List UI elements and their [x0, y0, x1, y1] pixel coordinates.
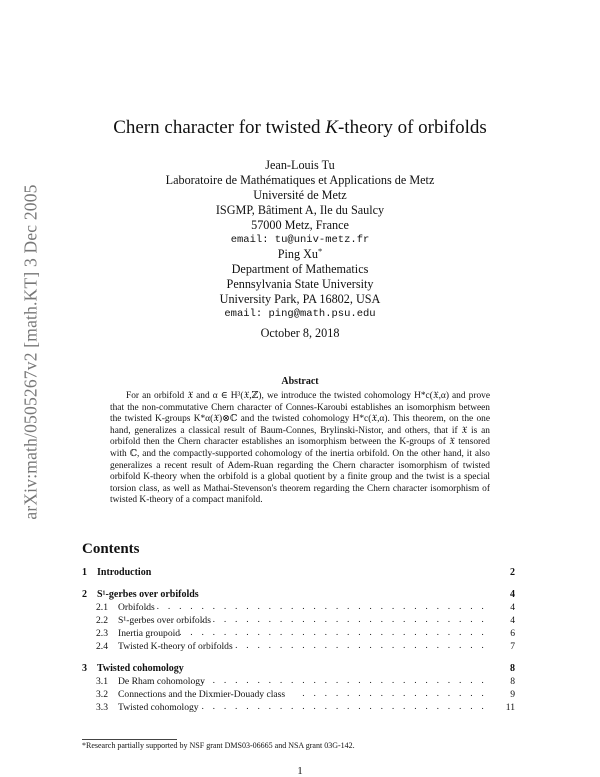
arxiv-identifier: arXiv:math/0505267v2 [math.KT] 3 Dec 2005 [20, 184, 41, 520]
page-number: 1 [297, 765, 303, 777]
abstract-text: For an orbifold 𝔛 and α ∈ H³(𝔛,ℤ), we introduce the twisted cohomology H*c(𝔛,α) and prove that the non-commutative Chern character of Connes-Karoubi establishes an isomorphism between the twisted K-groups K*α(𝔛)⊗ℂ and the twisted cohomology H*c(𝔛,α). This theorem, on the one hand, generalizes a classical result of Baum-Connes, Brylinski-Nistor, and others, that if 𝔛 is an orbifold then the Chern character establishes an isomorphism between the K-groups of 𝔛 tensored with ℂ, and the compactly-supported cohomology of the inertia orbifold. On the other hand, it also generalizes a recent result of Adem-Ruan regarding the Chern character isomorphism of twisted orbifold K-theory when the orbifold is a global quotient by a finite group and the twist is a special torsion class, as well as Mathai-Stevenson's theorem regarding the Chern character isomorphism of twisted K-theory of a compact manifold. [110, 391, 490, 506]
author2-block [0, 247, 600, 322]
author2-affil-line2: Pennsylvania State University [226, 277, 374, 291]
author1-affil-line3: ISGMP, Bâtiment A, Ile du Saulcy [215, 203, 385, 217]
toc-leader-dots: . . . . . . . . . . . . . . . . . . . . . . . [235, 640, 487, 651]
author1-affil-line4: 57000 Metz, France [251, 218, 349, 232]
footnote: *Research partially supported by NSF grant DMS03-06665 and NSA grant 03G-142. [82, 741, 355, 750]
author2-affil-line1: Department of Mathematics [231, 262, 369, 276]
author1-email[interactable]: email: tu@univ-metz.fr [230, 234, 370, 246]
author2-name: Ping Xu* [277, 246, 323, 261]
author1-affil-line2: Université de Metz [253, 188, 347, 202]
toc-leader-dots: . . . . . . . . . . . . . . . . . [302, 688, 487, 699]
toc-entry[interactable]: 2.4 Twisted K-theory of orbifolds . . . . . . . . . . . . . . . . . . . . . . . 7 [96, 640, 515, 652]
footnote-divider [82, 739, 177, 740]
author2-footnote-mark: * [318, 246, 323, 256]
author2-email[interactable]: email: ping@math.psu.edu [224, 308, 376, 320]
contents-heading: Contents [82, 541, 140, 557]
toc-entry[interactable]: 2.2 S¹-gerbes over orbifolds . . . . . . . . . . . . . . . . . . . . . . . . . . 4 [96, 614, 515, 626]
toc-leader-dots: . . . . . . . . . . . . . . . . . . . . . . . . . . . . [179, 627, 487, 638]
author1-block [0, 158, 600, 248]
toc-entry[interactable]: 1 Introduction 2 [82, 567, 515, 578]
toc-leader-dots: . . . . . . . . . . . . . . . . . . . . . . . . . . [201, 614, 487, 625]
author2-affil-line3: University Park, PA 16802, USA [219, 292, 381, 306]
toc-leader-dots: . . . . . . . . . . . . . . . . . . . . . . . . . . . . . . . [145, 601, 487, 612]
toc-entry[interactable]: 3.2 Connections and the Dixmier-Douady class . . . . . . . . . . . . . . . . . 9 [96, 688, 515, 700]
toc-entry[interactable]: 2.1 Orbifolds . . . . . . . . . . . . . . . . . . . . . . . . . . . . . . . 4 [96, 601, 515, 613]
toc-entry[interactable]: 2 S¹-gerbes over orbifolds 4 [82, 589, 515, 600]
toc-entry[interactable]: 3 Twisted cohomology 8 [82, 663, 515, 674]
author1-name: Jean-Louis Tu [265, 158, 335, 172]
toc-entry[interactable]: 2.3 Inertia groupoid . . . . . . . . . . . . . . . . . . . . . . . . . . . . 6 [96, 627, 515, 639]
title-k-symbol: K [325, 117, 338, 138]
abstract-heading: Abstract [281, 376, 319, 387]
toc-leader-dots: . . . . . . . . . . . . . . . . . . . . . . . . . . . [190, 675, 487, 686]
paper-title: Chern character for twisted K-theory of orbifolds [113, 117, 487, 138]
author1-affil-line1: Laboratoire de Mathématiques et Applications de Metz [165, 173, 435, 187]
toc-leader-dots: . . . . . . . . . . . . . . . . . . . . . . . . . . [201, 701, 487, 712]
toc-entry[interactable]: 3.3 Twisted cohomology . . . . . . . . . . . . . . . . . . . . . . . . . . 11 [96, 701, 515, 713]
toc-entry[interactable]: 3.1 De Rham cohomology . . . . . . . . . . . . . . . . . . . . . . . . . . . 8 [96, 675, 515, 687]
date: October 8, 2018 [260, 326, 340, 340]
